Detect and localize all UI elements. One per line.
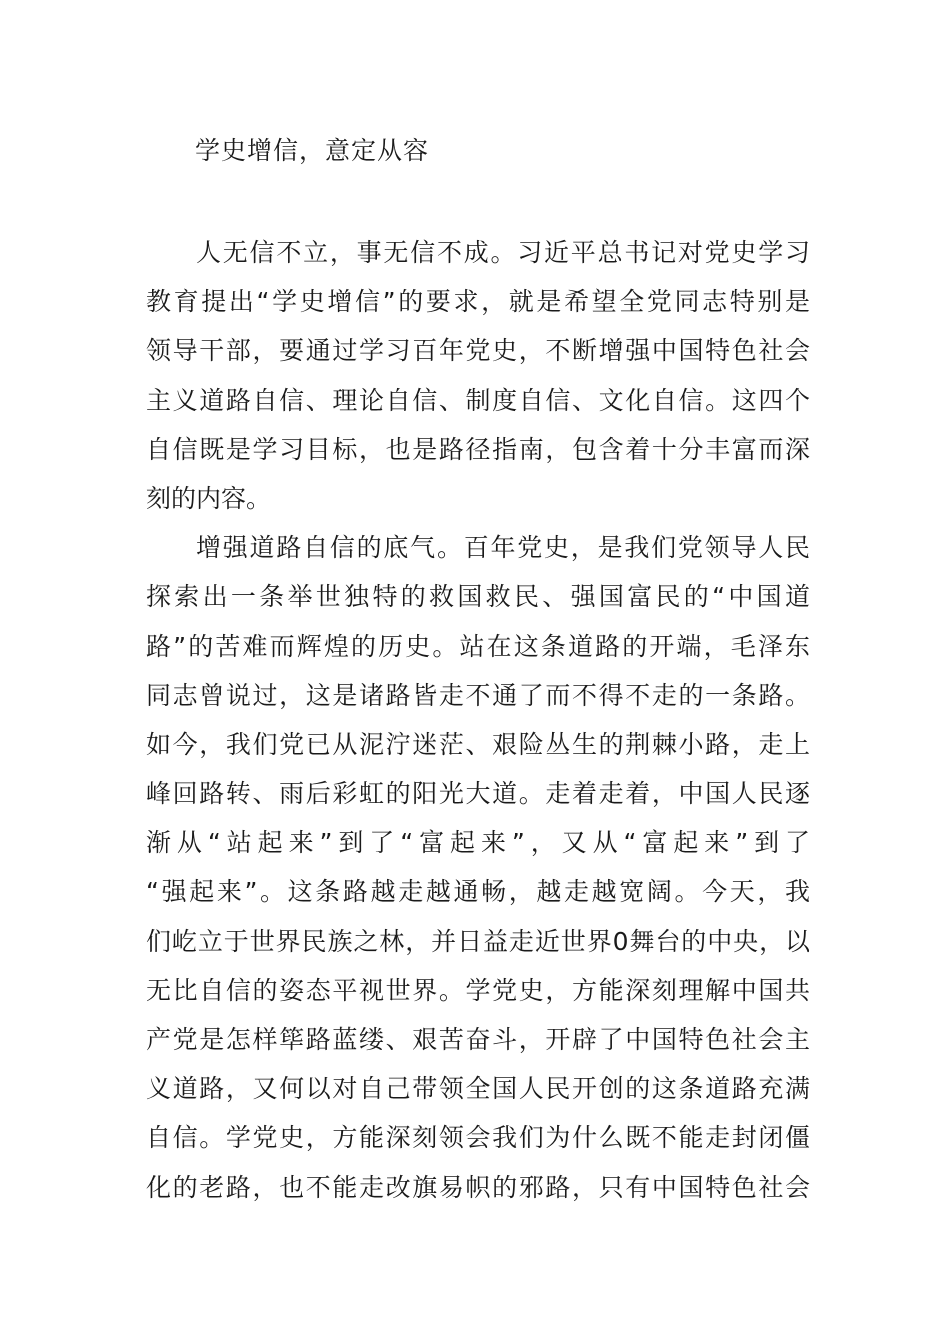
paragraph-1-line-3: 领导干部，要通过学习百年党史，不断增强中国特色社会 [146,336,810,366]
paragraph-1-line-2: 教育提出“学史增信”的要求，就是希望全党同志特别是 [146,287,810,317]
paragraph-2-line-13: 自信。学党史，方能深刻领会我们为什么既不能走封闭僵 [146,1123,810,1153]
paragraph-2-line-14: 化的老路，也不能走改旗易帜的邪路，只有中国特色社会 [146,1172,810,1202]
paragraph-1-line-1: 人无信不立，事无信不成。习近平总书记对党史学习 [196,238,810,267]
paragraph-2-line-2: 探索出一条举世独特的救国救民、强国富民的“中国道 [146,582,810,612]
paragraph-2-line-10: 无比自信的姿态平视世界。学党史，方能深刻理解中国共 [146,975,810,1005]
paragraph-2-line-8: “强起来”。这条路越走越通畅，越走越宽阔。今天，我 [146,877,810,907]
document-body [146,228,810,1212]
paragraph-2-line-5: 如今，我们党已从泥泞迷茫、艰险丛生的荆棘小路，走上 [146,729,810,759]
paragraph-2-line-11: 产党是怎样筚路蓝缕、艰苦奋斗，开辟了中国特色社会主 [146,1025,810,1054]
paragraph-2-line-4: 同志曾说过，这是诸路皆走不通了而不得不走的一条路。 [146,680,810,710]
paragraph-2-line-3: 路”的苦难而辉煌的历史。站在这条道路的开端，毛泽东 [146,631,810,661]
paragraph-1-line-4: 主义道路自信、理论自信、制度自信、文化自信。这四个 [146,385,810,415]
paragraph-2-line-9: 们屹立于世界民族之林，并日益走近世界0舞台的中央，以 [146,926,810,956]
paragraph-1-line-6: 刻的内容。 [146,483,272,513]
paragraph-2-line-7: 渐从“站起来”到了“富起来”，又从“富起来”到了 [146,828,810,858]
paragraph-2-line-12: 义道路，又何以对自己带领全国人民开创的这条道路充满 [146,1074,810,1104]
paragraph-1-line-5: 自信既是学习目标，也是路径指南，包含着十分丰富而深 [146,434,810,464]
paragraph-2-line-1: 增强道路自信的底气。百年党史，是我们党领导人民 [196,533,810,563]
document-title: 学史增信，意定从容 [195,136,430,165]
paragraph-2-line-6: 峰回路转、雨后彩虹的阳光大道。走着走着，中国人民逐 [146,779,810,809]
